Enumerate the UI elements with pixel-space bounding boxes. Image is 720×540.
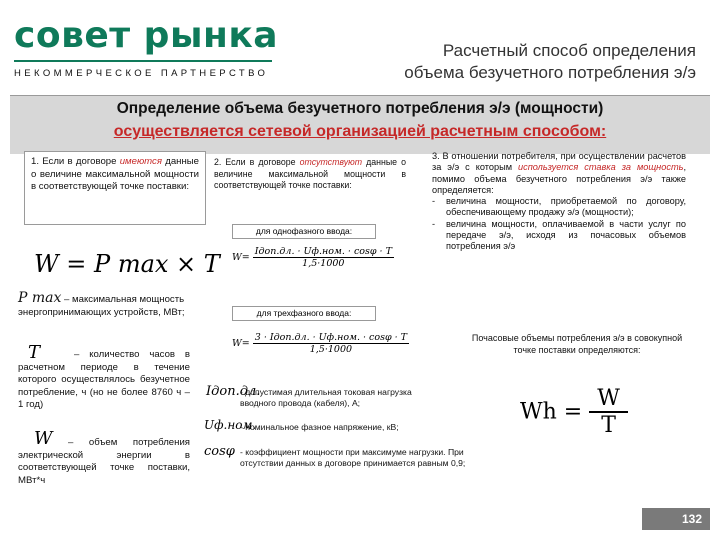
u-symbol: Uф.ном. xyxy=(204,418,257,432)
logo-wordmark: совет рынка xyxy=(14,15,279,56)
case1-rest: данные о величине максимальной мощности в соответствующей точке поставки: xyxy=(31,156,199,192)
formula-wh xyxy=(520,386,628,438)
bullet-1-text: величина мощности, приобретаемой по договору, обеспечивающему продажу э/э (мощности); xyxy=(446,196,686,218)
case3-em: используется ставка за мощность xyxy=(517,162,684,173)
section-subheading: осуществляется сетевой организацией расчетным способом: xyxy=(113,123,607,140)
i-symbol: Iдоп.дл. xyxy=(206,384,261,399)
bullet-1: - величина мощности, приобретаемой по договору, обеспечивающему продажу э/э (мощности); xyxy=(432,196,686,218)
case1-prefix: 1. Если в договоре xyxy=(31,156,120,167)
hourly-volumes-text: Почасовые объемы потребления э/э в совокупной точке поставки определяются: xyxy=(471,333,683,355)
pmax-symbol: P max xyxy=(18,290,62,306)
formula-w-pmax-t: W = P max × T xyxy=(34,250,220,278)
f1-denominator: 1,5·1000 xyxy=(302,258,345,269)
case2-em: отсутствуют xyxy=(299,157,363,167)
bullet-2-text: величина мощности, оплачиваемой в части услуг по передаче э/э, исходя из почасовых объемов потребления э/э xyxy=(446,218,686,252)
case2-prefix: 2. Если в договоре xyxy=(214,157,300,167)
t-definition: – количество часов в расчетном периоде в течение которого осуществлялось безучетное потребление, ч (но не более 8760 ч – 1 год) xyxy=(18,349,190,410)
case2-rest: данные о величине максимальной мощности в соответствующей точке поставки: xyxy=(214,157,406,190)
pmax-desc: – максимальная мощность энергопринимающих устройств, МВт; xyxy=(18,294,185,318)
slide-title-line2: объема безучетного потребления э/э xyxy=(404,63,696,82)
t-symbol: T xyxy=(28,342,41,363)
cos-definition: - коэффициент мощности при максимуме нагрузки. При отсутствии данных в договоре принимается равным 0,9; xyxy=(240,447,466,468)
case3-text xyxy=(432,151,686,196)
pmax-definition xyxy=(18,292,196,319)
cos-symbol: cosφ xyxy=(204,444,235,459)
case1-em: имеются xyxy=(119,156,162,167)
case2-text xyxy=(214,157,406,192)
formula-single-phase xyxy=(232,246,394,269)
u-definition: - номинальное фазное напряжение, кВ; xyxy=(240,422,399,432)
case3-prefix: 3. В отношении потребителя, при осуществлении расчетов за э/э с которым xyxy=(432,151,686,173)
wh-denominator: T xyxy=(601,413,616,438)
slide-title xyxy=(276,40,696,84)
f2-lhs: W= xyxy=(232,338,250,349)
f1-lhs: W= xyxy=(232,252,250,263)
section-heading: Определение объема безучетного потребления э/э (мощности) xyxy=(116,100,604,117)
logo-subtitle: НЕКОММЕРЧЕСКОЕ ПАРТНЕРСТВО xyxy=(14,68,269,79)
case3-block xyxy=(432,151,686,253)
f1-numerator: Iдоп.дл. · Uф.ном. · cosφ · T xyxy=(254,246,392,257)
wh-numerator: W xyxy=(589,386,628,413)
logo-rule xyxy=(14,60,272,62)
w-definition: – объем потребления электрической энергии в соответствующей точке поставки, МВт*ч xyxy=(18,437,190,486)
bullet-2: - величина мощности, оплачиваемой в части услуг по передаче э/э, исходя из почасовых объемов потребления э/э xyxy=(432,218,686,252)
case1-text xyxy=(25,152,205,198)
single-phase-label: для однофазного ввода: xyxy=(232,224,376,239)
case1-box xyxy=(24,151,206,225)
case3-rest: , помимо объема безучетного потребления э/э также определяется: xyxy=(432,162,686,195)
w-symbol: W xyxy=(34,428,53,449)
i-definition: - допустимая длительная токовая нагрузка вводного провода (кабеля), А; xyxy=(240,387,412,408)
formula-three-phase xyxy=(232,332,409,355)
f2-numerator: 3 · Iдоп.дл. · Uф.ном. · cosφ · T xyxy=(254,332,408,343)
three-phase-label: для трехфазного ввода: xyxy=(232,306,376,321)
wh-lhs: Wh = xyxy=(520,399,583,425)
slide-title-line1: Расчетный способ определения xyxy=(442,41,696,60)
page-number: 132 xyxy=(642,508,710,530)
f2-denominator: 1,5·1000 xyxy=(309,344,353,355)
